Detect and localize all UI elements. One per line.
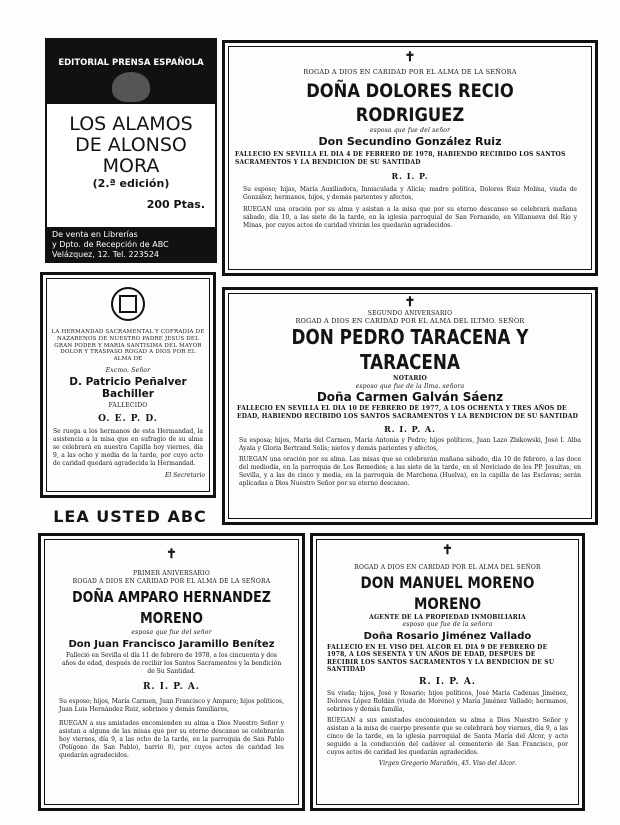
spouse-name: Don Secundino González Ruiz xyxy=(318,135,502,148)
ripa: R. I. P. A. xyxy=(419,676,476,687)
obituary-penalver xyxy=(40,272,216,498)
relation-line: esposa que fue del señor xyxy=(369,126,451,134)
status-line: FALLECIDO xyxy=(108,402,148,410)
cross-icon: ✝ xyxy=(166,547,177,562)
publisher-label: EDITORIAL PRENSA ESPAÑOLA xyxy=(58,58,204,68)
publisher-emblem-icon xyxy=(112,72,150,102)
spouse-name: Doña Carmen Galván Sáenz xyxy=(316,390,504,404)
anniversary-label: PRIMER ANIVERSARIO xyxy=(133,570,210,577)
book-price: 200 Ptas. xyxy=(146,198,205,211)
obituary-hernandez xyxy=(38,533,305,811)
honorific: Excmo. Señor xyxy=(105,366,151,374)
prayer-line: LA HERMANDAD SACRAMENTAL Y COFRADIA DE NAZARENOS DE NUESTRO PADRE JESUS DEL GRAN PODER Y MARIA SANTISIMA DEL MAYOR DOLOR Y TRASPASO ROGAD A DIOS POR EL ALMA DE xyxy=(51,329,205,363)
deceased-name: DOÑA AMPARO HERNANDEZ MORENO xyxy=(72,588,271,627)
family-list: Su esposo; hijas, María Auxiliadora, Inmaculada y Alicia; madre política, Dolores Ruiz Molina, viuda de González; hermanos, hijos, y demás parientes y afectos, xyxy=(243,186,577,201)
prayer-line: ROGAD A DIOS EN CARIDAD POR EL ALMA DE LA SEÑORA xyxy=(72,577,271,585)
sale-line1: De venta en Librerías xyxy=(52,230,138,239)
obituary-recio xyxy=(222,40,598,276)
deceased-name: DOÑA DOLORES RECIO RODRIGUEZ xyxy=(306,79,514,126)
relation-line: esposo que fue de la Ilma. señora xyxy=(355,382,465,390)
deceased-name: DON MANUEL MORENO MORENO xyxy=(360,572,535,613)
profession: AGENTE DE LA PROPIEDAD INMOBILIARIA xyxy=(369,613,526,621)
book-title-line1: LOS ALAMOS xyxy=(69,113,193,135)
family-list: Su esposo; hijos, María Carmen, Juan Francisco y Amparo; hijos políticos, Juan Luis Hernández Ruiz, sobrinos y demás familiares, xyxy=(59,697,284,713)
relation-line: esposa que fue del señor xyxy=(131,629,212,636)
prayer-line: ROGAD A DIOS EN CARIDAD POR EL ALMA DEL SEÑOR xyxy=(354,564,541,571)
oepd: O. E. P. D. xyxy=(98,413,158,424)
book-edition: (2.ª edición) xyxy=(92,177,170,190)
family-list: Su viuda; hijos, José y Rosario; hijos políticos, José María Cadenas Jiménez, Dolores López Roldán (viuda de Moreno) y María Jiménez Vallado; hermanos, sobrinos y demás familia, xyxy=(327,689,568,713)
notice-body: Se ruega a los hermanos de esta Hermandad, la asistencia a la misa que en sufragio de su alma se celebrará en nuestra Capilla hoy viernes, día 9, a las ocho y media de la tarde, por cuyo acto de caridad quedará agradecida la Hermandad. xyxy=(53,427,203,467)
sale-line2: y Dpto. de Recepción de ABC xyxy=(52,240,169,249)
death-info: FALLECIO EN SEVILLA EL DIA 10 DE FEBRERO DE 1977, A LOS OCHENTA Y TRES AÑOS DE EDAD, HABIENDO RECIBIDO LOS SANTOS SACRAMENTOS Y LA BENDICION DE SU SANTIDAD xyxy=(237,405,578,420)
prayer-request: RUEGAN a sus amistades encomienden su alma a Dios Nuestro Señor y asistan a alguna de las misas que por su eterno descanso se celebrarán hoy viernes, día 9, a las ocho de la tarde, en la parroquia de San Pablo (Polígono de San Pablo), barrio 8), por cuyos actos de caridad les quedarán agradecidos. xyxy=(59,719,284,759)
book-sale-info xyxy=(47,227,215,261)
spouse-name: Doña Rosario Jiménez Vallado xyxy=(363,630,532,642)
lea-abc-slogan: LEA USTED ABC xyxy=(53,507,207,526)
obituary-moreno xyxy=(310,533,585,811)
brotherhood-emblem-icon xyxy=(111,287,145,321)
sale-line3: Velázquez, 12. Tel. 223524 xyxy=(52,250,160,259)
cross-icon: ✝ xyxy=(442,543,453,558)
prayer-line: ROGAD A DIOS EN CARIDAD POR EL ALMA DE LA SEÑORA xyxy=(303,68,517,76)
death-info: FALLECIO EN SEVILLA EL DIA 4 DE FEBRERO DE 1978, HABIENDO RECIBIDO LOS SANTOS SACRAMENTOS Y LA BENDICION DE SU SANTIDAD xyxy=(235,151,566,166)
relation-line: esposo que fue de la señora xyxy=(402,621,493,628)
cross-icon: ✝ xyxy=(404,50,416,65)
prayer-request: RUEGAN a sus amistades encomienden su alma a Dios Nuestro Señor y asistan a la misa de cuerpo presente que se celebrará hoy viernes, día 9, a las cinco de la tarde, en la iglesia parroquial de Santa María del Alcor, y acto seguido a la conducción del cadáver al cementerio de San Francisco, por cuyos actos de caridad les quedarán agradecidos. xyxy=(327,716,568,756)
ripa: R. I. P. A. xyxy=(384,424,436,434)
obituary-taracena xyxy=(222,287,598,525)
death-info: FALLECIO EN EL VISO DEL ALCOR EL DIA 9 DE FEBRERO DE 1978, A LOS SESENTA Y UN AÑOS DE EDAD, DESPUES DE RECIBIR LOS SANTOS SACRAMENTOS Y LA BENDICION DE SU SANTIDAD xyxy=(327,643,555,673)
prayer-request: RUEGAN una oración por su alma. Las misas que se celebrarán mañana sábado, día 10 de febrero, a las doce del mediodía, en la parroquia de Los Remedios; a las siete de la tarde, en el Noviciado de los PP. Jesuitas, en Sevilla, y a las de cinco y media, en la parroquia de Marchena (Huelva), en la capilla de las Esclavas; serán aplicadas a Dios Nuestro Señor por su eterno descanso. xyxy=(239,456,581,487)
book-title-line2: DE ALONSO MORA xyxy=(75,134,187,177)
prayer-line: ROGAD A DIOS EN CARIDAD POR EL ALMA DEL ILTMO. SEÑOR xyxy=(295,316,525,325)
family-list: Su esposa; hijos, María del Carmen, María Antonia y Pedro; hijos políticos, Juan Lazo Zbikowski, José I. Alba Ayala y Gloria Bertrand Solís; nietos y demás parientes y afectos, xyxy=(239,437,581,452)
cross-icon: ✝ xyxy=(404,295,416,310)
profession: NOTARIO xyxy=(393,375,427,382)
deceased-name: D. Patricio Peñalver Bachiller xyxy=(69,376,187,401)
deceased-name: DON PEDRO TARACENA Y TARACENA xyxy=(291,325,529,374)
book-ad-header xyxy=(47,40,215,104)
death-info: Falleció en Sevilla el día 11 de febrero de 1978, a los cincuenta y dos años de edad, después de recibir los Santos Sacramentos y la bendición de Su Santidad. xyxy=(61,651,282,675)
address-line: Virgen Gregorio Marañón, 45. Viso del Alcor. xyxy=(378,759,517,767)
signature: El Secretario xyxy=(164,471,205,479)
prayer-request: RUEGAN una oración por su alma y asistan a la misa que por su eterno descanso se celebrará mañana sábado, día 10, a las siete de la tarde, en la iglesia parroquial de San Fernando, en Villanueva del Río y Minas, por cuyos actos de caridad vivirán les quedarán agradecidos. xyxy=(243,206,577,229)
ripa: R. I. P. A. xyxy=(143,681,200,692)
rip: R. I. P. xyxy=(391,171,429,181)
spouse-name: Don Juan Francisco Jaramillo Benítez xyxy=(68,638,275,650)
anniversary-label: SEGUNDO ANIVERSARIO xyxy=(367,310,453,317)
book-advertisement xyxy=(45,38,217,263)
